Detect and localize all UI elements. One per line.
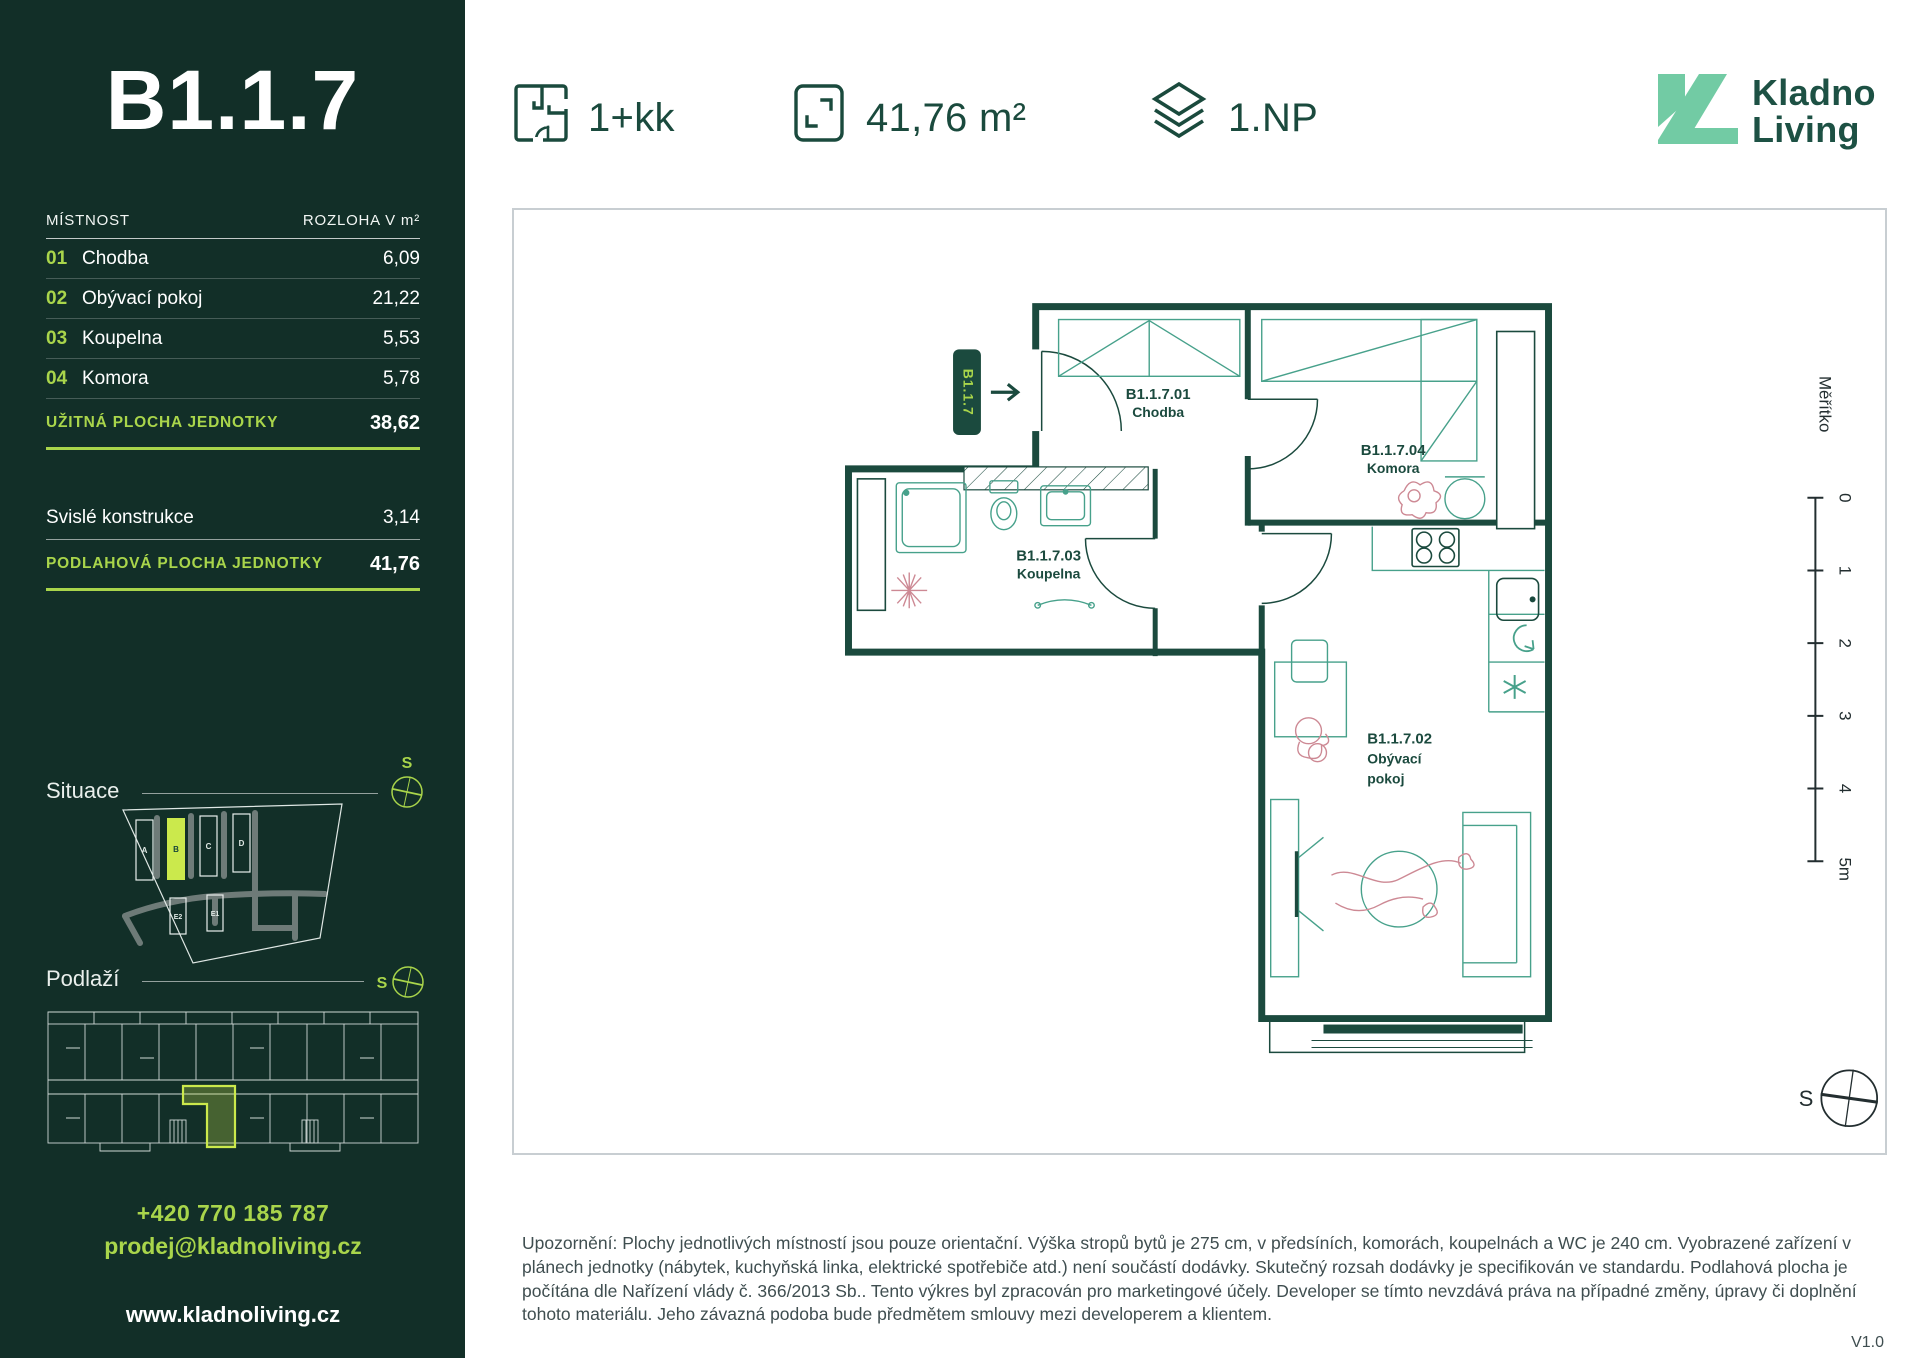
room-id-obyvaci: B1.1.7.02 xyxy=(1367,730,1433,748)
scale-tick-4: 4 xyxy=(1835,783,1855,794)
logo-line1: Kladno xyxy=(1752,72,1876,113)
floor-area-table xyxy=(46,497,420,591)
version-label: V1.0 xyxy=(1851,1334,1884,1351)
kladno-living-logo-text xyxy=(1752,74,1876,148)
scale-tick-5: 5m xyxy=(1835,857,1855,881)
row-value: 5,78 xyxy=(383,367,420,389)
floor-area-value: 41,76 xyxy=(369,552,420,575)
layout-plan-icon xyxy=(513,83,569,143)
entrance-badge-label: B1.1.7 xyxy=(960,368,977,416)
floor-level-label: 1.NP xyxy=(1228,96,1319,140)
building-a-label: A xyxy=(141,846,148,855)
email-link[interactable]: prodej@kladnoliving.cz xyxy=(104,1233,362,1259)
unit-title: B1.1.7 xyxy=(105,53,360,147)
podlazi-label: Podlaží xyxy=(46,966,120,991)
row-name: Chodba xyxy=(82,247,149,269)
situace-compass-icon xyxy=(386,752,428,812)
scale-bar xyxy=(1807,376,1854,881)
table-row xyxy=(46,359,420,399)
table-row xyxy=(46,239,420,279)
layout-label: 1+kk xyxy=(588,96,675,140)
col-room: MÍSTNOST xyxy=(46,212,130,229)
row-number: 04 xyxy=(46,367,68,389)
building-c-label: C xyxy=(205,842,212,851)
floor-area-label: PODLAHOVÁ PLOCHA JEDNOTKY xyxy=(46,555,323,572)
room-name-komora: Komora xyxy=(1366,459,1420,476)
compass-north-letter: S xyxy=(1798,1086,1814,1112)
logo-line2: Living xyxy=(1752,109,1860,150)
site-roads xyxy=(125,813,325,943)
highlighted-unit-outline xyxy=(183,1086,235,1147)
disclaimer-text: Upozornění: Plochy jednotlivých místností jsou pouze orientační. Výška stropů bytů je 275 cm, v předsíních, komorách, koupelnách a WC je 240 cm. Vyobrazené zařízení v plánech jednotky (nábytek, kuchyňská linka, elektrické spotřebiče atd.) není součástí dodávky. Skutečný rozsah dodávky je specifikován ve standardu. Podlahová plocha je počítána dle Nařízení vlády č. 366/2013 Sb.. Tento výkres byl zpracován pro marketingové účely. Developer se tímto nevzdává práva na případné změny, úpravy či doplnění tohoto materiálu. Jeho závazná podoba bude předmětem smlouvy mezi developerem a klientem. xyxy=(522,1233,1857,1325)
scale-tick-0: 0 xyxy=(1835,493,1855,503)
floor-level-icon xyxy=(1148,80,1210,144)
table-header xyxy=(46,212,420,239)
floor-area-row xyxy=(46,540,420,591)
scale-tick-3: 3 xyxy=(1835,711,1855,721)
room-name-obyvaci-2: pokoj xyxy=(1367,770,1405,787)
vertical-structures-row xyxy=(46,497,420,540)
usable-area-label: UŽITNÁ PLOCHA JEDNOTKY xyxy=(46,414,279,431)
col-area: ROZLOHA V m² xyxy=(302,212,420,229)
table-row xyxy=(46,319,420,359)
scale-label: Měřítko xyxy=(1815,375,1835,433)
room-id-komora: B1.1.7.04 xyxy=(1360,441,1426,459)
entrance-badge xyxy=(953,349,1018,435)
room-area-table xyxy=(46,212,420,450)
situace-label: Situace xyxy=(46,778,120,803)
vertical-structures-value: 3,14 xyxy=(383,507,420,528)
phone-link[interactable]: +420 770 185 787 xyxy=(136,1200,330,1226)
vertical-structures-label: Svislé konstrukce xyxy=(46,507,194,528)
usable-area-row xyxy=(46,399,420,450)
website-link[interactable]: www.kladnoliving.cz xyxy=(125,1302,341,1327)
floor-plan-frame xyxy=(512,208,1887,1155)
area-label: 41,76 m² xyxy=(866,96,1027,140)
compass-north-letter: S xyxy=(401,755,413,772)
table-row xyxy=(46,279,420,319)
row-value: 21,22 xyxy=(372,287,420,309)
row-number: 02 xyxy=(46,287,68,309)
room-name-obyvaci-1: Obývací xyxy=(1367,750,1422,767)
row-value: 5,53 xyxy=(383,327,420,349)
room-name-koupelna: Koupelna xyxy=(1016,565,1081,582)
compass-north-letter: S xyxy=(376,975,388,992)
building-e2-label: E2 xyxy=(173,914,183,921)
row-name: Komora xyxy=(82,367,149,389)
room-id-koupelna: B1.1.7.03 xyxy=(1016,547,1081,565)
plan-compass-icon xyxy=(1799,1066,1882,1131)
row-number: 01 xyxy=(46,247,68,269)
row-number: 03 xyxy=(46,327,68,349)
scale-tick-2: 2 xyxy=(1835,638,1855,648)
floor-overview-plan xyxy=(40,1008,425,1160)
area-icon xyxy=(793,83,845,143)
building-e1-label: E1 xyxy=(210,911,220,918)
room-id-chodba: B1.1.7.01 xyxy=(1125,386,1191,404)
row-name: Koupelna xyxy=(82,327,163,349)
sidebar xyxy=(0,0,465,1358)
entrance-opening xyxy=(1029,349,1042,431)
site-map xyxy=(95,798,365,978)
building-d-label: D xyxy=(238,839,245,848)
contact-block xyxy=(46,1200,420,1328)
floor-plan-drawing xyxy=(514,210,1885,1153)
podlazi-divider xyxy=(142,981,364,982)
row-name: Obývací pokoj xyxy=(82,287,203,309)
scale-tick-1: 1 xyxy=(1835,565,1855,576)
row-value: 6,09 xyxy=(383,247,420,269)
podlazi-compass-icon xyxy=(372,962,428,1002)
building-b-label: B xyxy=(173,845,179,854)
french-window xyxy=(1270,1022,1533,1053)
usable-area-value: 38,62 xyxy=(369,411,420,434)
situace-divider xyxy=(142,793,378,794)
room-name-chodba: Chodba xyxy=(1132,404,1185,421)
kladno-living-logo-icon xyxy=(1658,66,1738,146)
entrance-arrow-icon xyxy=(991,384,1018,400)
